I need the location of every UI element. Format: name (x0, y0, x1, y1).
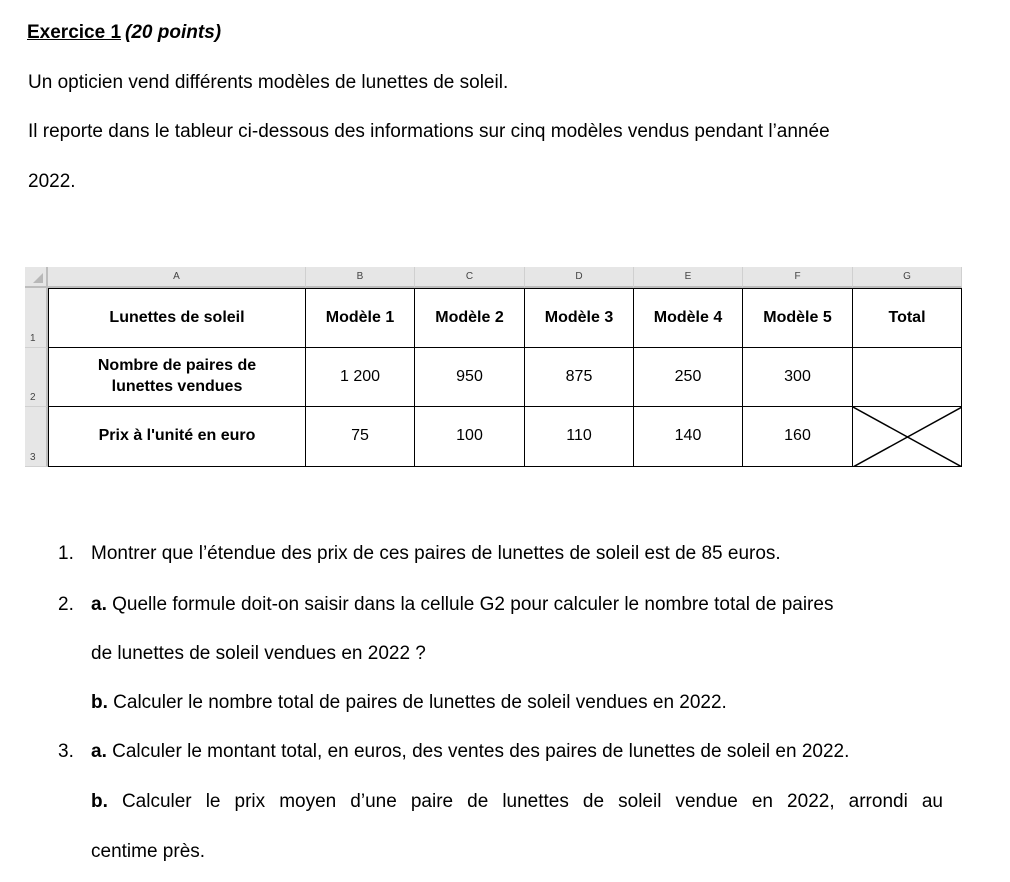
cell-d1[interactable]: Modèle 3 (525, 288, 634, 348)
column-header-g[interactable]: G (853, 267, 962, 288)
cell-f2[interactable]: 300 (743, 348, 853, 407)
cell-b2[interactable]: 1 200 (306, 348, 415, 407)
cell-c1[interactable]: Modèle 2 (415, 288, 525, 348)
cell-g1[interactable]: Total (853, 288, 962, 348)
question-1-number: 1. (58, 543, 74, 564)
cell-f1[interactable]: Modèle 5 (743, 288, 853, 348)
cell-c2[interactable]: 950 (415, 348, 525, 407)
intro-line-2: Il reporte dans le tableur ci-dessous des informations sur cinq modèles vendus pendant l’année (28, 121, 830, 142)
row-number: 2 (30, 392, 36, 403)
cell-b1[interactable]: Modèle 1 (306, 288, 415, 348)
cell-b3[interactable]: 75 (306, 407, 415, 467)
cell-d3[interactable]: 110 (525, 407, 634, 467)
question-2b-label: b. (91, 692, 108, 713)
exercise-label: Exercice 1 (27, 22, 122, 43)
question-2a-label: a. (91, 594, 107, 615)
cell-a3[interactable]: Prix à l'unité en euro (48, 407, 306, 467)
select-all-icon (33, 273, 43, 283)
column-header-c[interactable]: C (415, 267, 525, 288)
question-2-number: 2. (58, 594, 74, 615)
cell-g2[interactable] (853, 348, 962, 407)
row-header-1[interactable] (25, 288, 48, 348)
cell-e2[interactable]: 250 (634, 348, 743, 407)
intro-line-1: Un opticien vend différents modèles de lunettes de soleil. (28, 72, 509, 93)
row-number: 1 (30, 333, 36, 344)
column-header-d[interactable]: D (525, 267, 634, 288)
question-3a-label: a. (91, 741, 107, 762)
column-header-a[interactable]: A (48, 267, 306, 288)
cell-e1[interactable]: Modèle 4 (634, 288, 743, 348)
intro-line-3: 2022. (28, 171, 76, 192)
question-1-text: Montrer que l’étendue des prix de ces paires de lunettes de soleil est de 85 euros. (91, 543, 781, 564)
cell-g3[interactable] (853, 407, 962, 467)
question-2b-text: Calculer le nombre total de paires de lunettes de soleil vendues en 2022. (107, 692, 727, 713)
cell-c3[interactable]: 100 (415, 407, 525, 467)
select-all-corner[interactable] (25, 267, 48, 288)
exercise-points: (20 points) (125, 22, 222, 43)
question-2a-continuation: de lunettes de soleil vendues en 2022 ? (91, 643, 426, 664)
question-3b-text: Calculer le prix moyen d’une paire de lunettes de soleil vendue en 2022, arrondi au (107, 791, 943, 812)
row-number: 3 (30, 452, 36, 463)
question-3a-text: Calculer le montant total, en euros, des ventes des paires de lunettes de soleil en 2022. (106, 741, 850, 762)
cell-e3[interactable]: 140 (634, 407, 743, 467)
question-2a-text: Quelle formule doit-on saisir dans la cellule G2 pour calculer le nombre total de paires (106, 594, 834, 615)
question-2b (91, 692, 727, 714)
cell-a2[interactable]: Nombre de paires de lunettes vendues (48, 348, 306, 407)
row-header-2[interactable] (25, 348, 48, 407)
cell-a1[interactable]: Lunettes de soleil (48, 288, 306, 348)
question-3a (91, 741, 849, 763)
question-3b-continuation: centime près. (91, 841, 206, 862)
question-3-number: 3. (58, 741, 74, 762)
column-header-f[interactable]: F (743, 267, 853, 288)
question-2a (91, 594, 833, 616)
column-header-e[interactable]: E (634, 267, 743, 288)
row-header-3[interactable] (25, 407, 48, 467)
cell-d2[interactable]: 875 (525, 348, 634, 407)
question-3b (91, 791, 943, 813)
crossed-out-mark-icon (853, 407, 962, 467)
cell-f3[interactable]: 160 (743, 407, 853, 467)
question-3b-label: b. (91, 791, 108, 812)
exercise-title (27, 22, 221, 44)
column-header-b[interactable]: B (306, 267, 415, 288)
